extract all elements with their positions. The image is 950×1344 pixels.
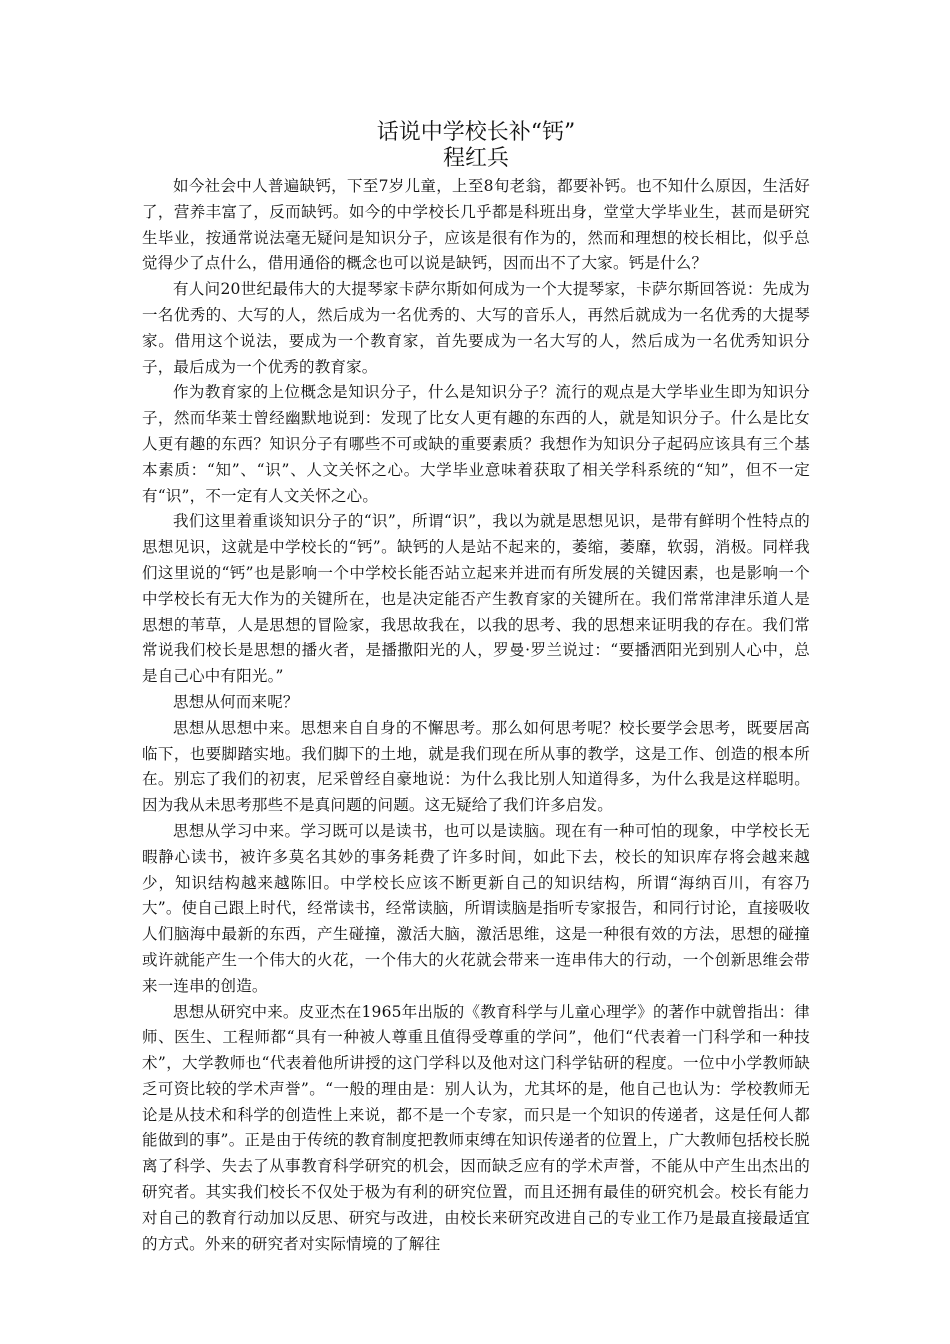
document-author: 程红兵 <box>442 146 509 171</box>
paragraph: 思想从研究中来。皮亚杰在1965年出版的《教育科学与儿童心理学》的著作中就曾指出：律师、医生、工程师都“具有一种被人尊重且值得受尊重的学问”，他们“代表着一门科学和一种技术”，大学教师也“代表着他所讲授的这门学科以及他对这门科学钻研的程度。一位中小学教师缺乏可资比较的学术声誉”。“一般的理由是：别人认为，尤其坏的是，他自己也认为：学校教师无论是从技术和科学的创造性上来说，都不是一个专家，而只是一个知识的传递者，这是任何人都能做到的事”。正是由于传统的教育制度把教师束缚在知识传递者的位置上，广大教师包括校长脱离了科学、失去了从事教育科学研究的机会，因而缺乏应有的学术声誉，不能从中产生出杰出的研究者。其实我们校长不仅处于极为有利的研究位置，而且还拥有最佳的研究机会。校长有能力对自己的教育行动加以反思、研究与改进，由校长来研究改进自己的专业工作乃是最直接最适宜的方式。外来的研究者对实际情境的了解往 <box>142 1002 810 1253</box>
paragraph: 思想从何而来呢？ <box>173 692 299 711</box>
paragraph: 作为教育家的上位概念是知识分子，什么是知识分子？流行的观点是大学毕业生即为知识分子，然而华莱士曾经幽默地说到：发现了比女人更有趣的东西的人，就是知识分子。什么是比女人更有趣的东西？知识分子有哪些不可或缺的重要素质？我想作为知识分子起码应该具有三个基本素质：“知”、“识”、人文关怀之心。大学毕业意味着获取了相关学科系统的“知”，但不一定有“识”，不一定有人文关怀之心。 <box>142 383 810 505</box>
paragraph: 有人问20世纪最伟大的大提琴家卡萨尔斯如何成为一个大提琴家，卡萨尔斯回答说：先成为一名优秀的、大写的人，然后成为一名优秀的、大写的音乐人，再然后就成为一名优秀的大提琴家。借用这个说法，要成为一个教育家，首先要成为一名大写的人，然后成为一名优秀知识分子，最后成为一个优秀的教育家。 <box>142 280 810 376</box>
document-page <box>142 120 810 1257</box>
paragraph: 我们这里着重谈知识分子的“识”，所谓“识”，我以为就是思想见识，是带有鲜明个性特点的思想见识，这就是中学校长的“钙”。缺钙的人是站不起来的，萎缩，萎靡，软弱，消极。同样我们这里说的“钙”也是影响一个中学校长能否站立起来并进而有所发展的关键因素，也是影响一个中学校长有无大作为的关键所在，也是决定能否产生教育家的关键所在。我们常常津津乐道人是思想的苇草，人是思想的冒险家，我思故我在，以我的思考、我的思想来证明我的存在。我们常常说我们校长是思想的播火者，是播撒阳光的人，罗曼·罗兰说过：“要播洒阳光到别人心中，总是自己心中有阳光。” <box>142 512 810 686</box>
paragraph: 思想从学习中来。学习既可以是读书，也可以是读脑。现在有一种可怕的现象，中学校长无暇静心读书，被许多莫名其妙的事务耗费了许多时间，如此下去，校长的知识库存将会越来越少，知识结构越来越陈旧。中学校长应该不断更新自己的知识结构，所谓“海纳百川，有容乃大”。使自己跟上时代，经常读书，经常读脑，所谓读脑是指听专家报告，和同行讨论，直接吸收人们脑海中最新的东西，产生碰撞，激活大脑，激活思维，这是一种很有效的方法，思想的碰撞或许就能产生一个伟大的火花，一个伟大的火花就会带来一连串伟大的行动，一个创新思维会带来一连串的创造。 <box>142 821 810 995</box>
document-title: 话说中学校长补“钙” <box>376 120 576 145</box>
paragraph: 如今社会中人普遍缺钙，下至7岁儿童，上至8旬老翁，都要补钙。也不知什么原因，生活好了，营养丰富了，反而缺钙。如今的中学校长几乎都是科班出身，堂堂大学毕业生，甚而是研究生毕业，按通常说法毫无疑问是知识分子，应该是很有作为的，然而和理想的校长相比，似乎总觉得少了点什么，借用通俗的概念也可以说是缺钙，因而出不了大家。钙是什么？ <box>142 177 810 273</box>
paragraph: 思想从思想中来。思想来自自身的不懈思考。那么如何思考呢？校长要学会思考，既要居高临下，也要脚踏实地。我们脚下的土地，就是我们现在所从事的教学，这是工作、创造的根本所在。别忘了我们的初衷，尼采曾经自豪地说：为什么我比别人知道得多，为什么我是这样聪明。因为我从未思考那些不是真问题的问题。这无疑给了我们许多启发。 <box>142 718 810 815</box>
